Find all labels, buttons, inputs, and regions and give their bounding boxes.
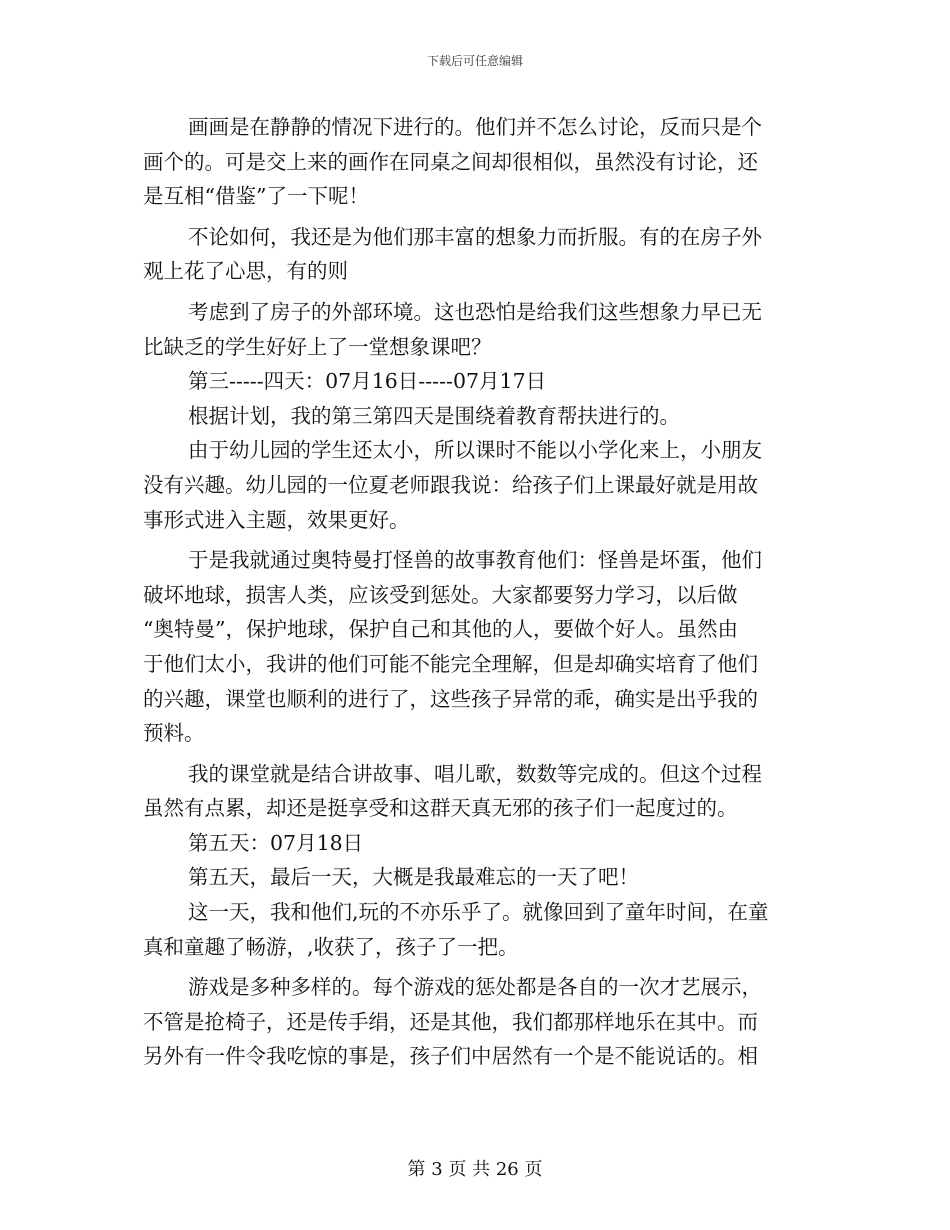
text-line: 观上花了心思，有的则 <box>143 259 348 284</box>
text-line: 破坏地球，损害人类，应该受到惩处。大家都要努力学习，以后做 <box>143 582 738 607</box>
text-line: 根据计划，我的第三第四天是围绕着教育帮扶进行的。 <box>188 403 680 428</box>
text-line: 不管是抢椅子，还是传手绢，还是其他，我们都那样地乐在其中。而 <box>143 1009 758 1034</box>
page-header-note: 下载后可任意编辑 <box>426 54 523 68</box>
document-body <box>143 110 807 1074</box>
text-line: 这一天，我和他们,玩的不亦乐乎了。就像回到了童年时间，在童 <box>188 900 769 925</box>
text-line: 没有兴趣。幼儿园的一位夏老师跟我说：给孩子们上课最好就是用故 <box>143 472 758 497</box>
page-number-footer: 第 3 页 共 26 页 <box>407 1159 543 1180</box>
text-line: 画个的。可是交上来的画作在同桌之间却很相似，虽然没有讨论，还 <box>143 149 758 174</box>
text-line: 于他们太小，我讲的他们可能不能完全理解，但是却确实培育了他们 <box>143 651 758 676</box>
text-line: 是互相“借鉴”了一下呢！ <box>143 184 369 209</box>
text-line: 虽然有点累，却还是挺享受和这群天真无邪的孩子们一起度过的。 <box>143 796 738 821</box>
section-heading-day-5: 第五天：07月18日 <box>188 830 364 855</box>
text-line: 我的课堂就是结合讲故事、唱儿歌，数数等完成的。但这个过程 <box>188 761 762 786</box>
text-line: 真和童趣了畅游，,收获了，孩子了一把。 <box>143 934 519 959</box>
text-line: 由于幼儿园的学生还太小，所以课时不能以小学化来上，小朋友 <box>188 438 762 463</box>
text-line: 预料。 <box>143 721 205 746</box>
text-line: 第五天，最后一天，大概是我最难忘的一天了吧！ <box>188 865 639 890</box>
text-line: “奥特曼”，保护地球，保护自己和其他的人，要做个好人。虽然由 <box>143 617 738 642</box>
text-line: 画画是在静静的情况下进行的。他们并不怎么讨论，反而只是个 <box>188 115 762 139</box>
text-line: 的兴趣，课堂也顺利的进行了，这些孩子异常的乖，确实是出乎我的 <box>143 686 758 711</box>
text-line: 不论如何，我还是为他们那丰富的想象力而折服。有的在房子外 <box>188 224 762 249</box>
text-line: 事形式进入主题，效果更好。 <box>143 507 410 532</box>
text-line: 考虑到了房子的外部环境。这也恐怕是给我们这些想象力早已无 <box>188 299 762 324</box>
text-line: 比缺乏的学生好好上了一堂想象课吧？ <box>143 334 492 359</box>
text-line: 于是我就通过奥特曼打怪兽的故事教育他们：怪兽是坏蛋，他们 <box>188 548 762 573</box>
text-line: 游戏是多种多样的。每个游戏的惩处都是各自的一次才艺展示， <box>188 975 762 1000</box>
text-line: 另外有一件令我吃惊的事是，孩子们中居然有一个是不能说话的。相 <box>143 1044 758 1069</box>
section-heading-day-3-4: 第三-----四天：07月16日-----07月17日 <box>188 369 547 394</box>
